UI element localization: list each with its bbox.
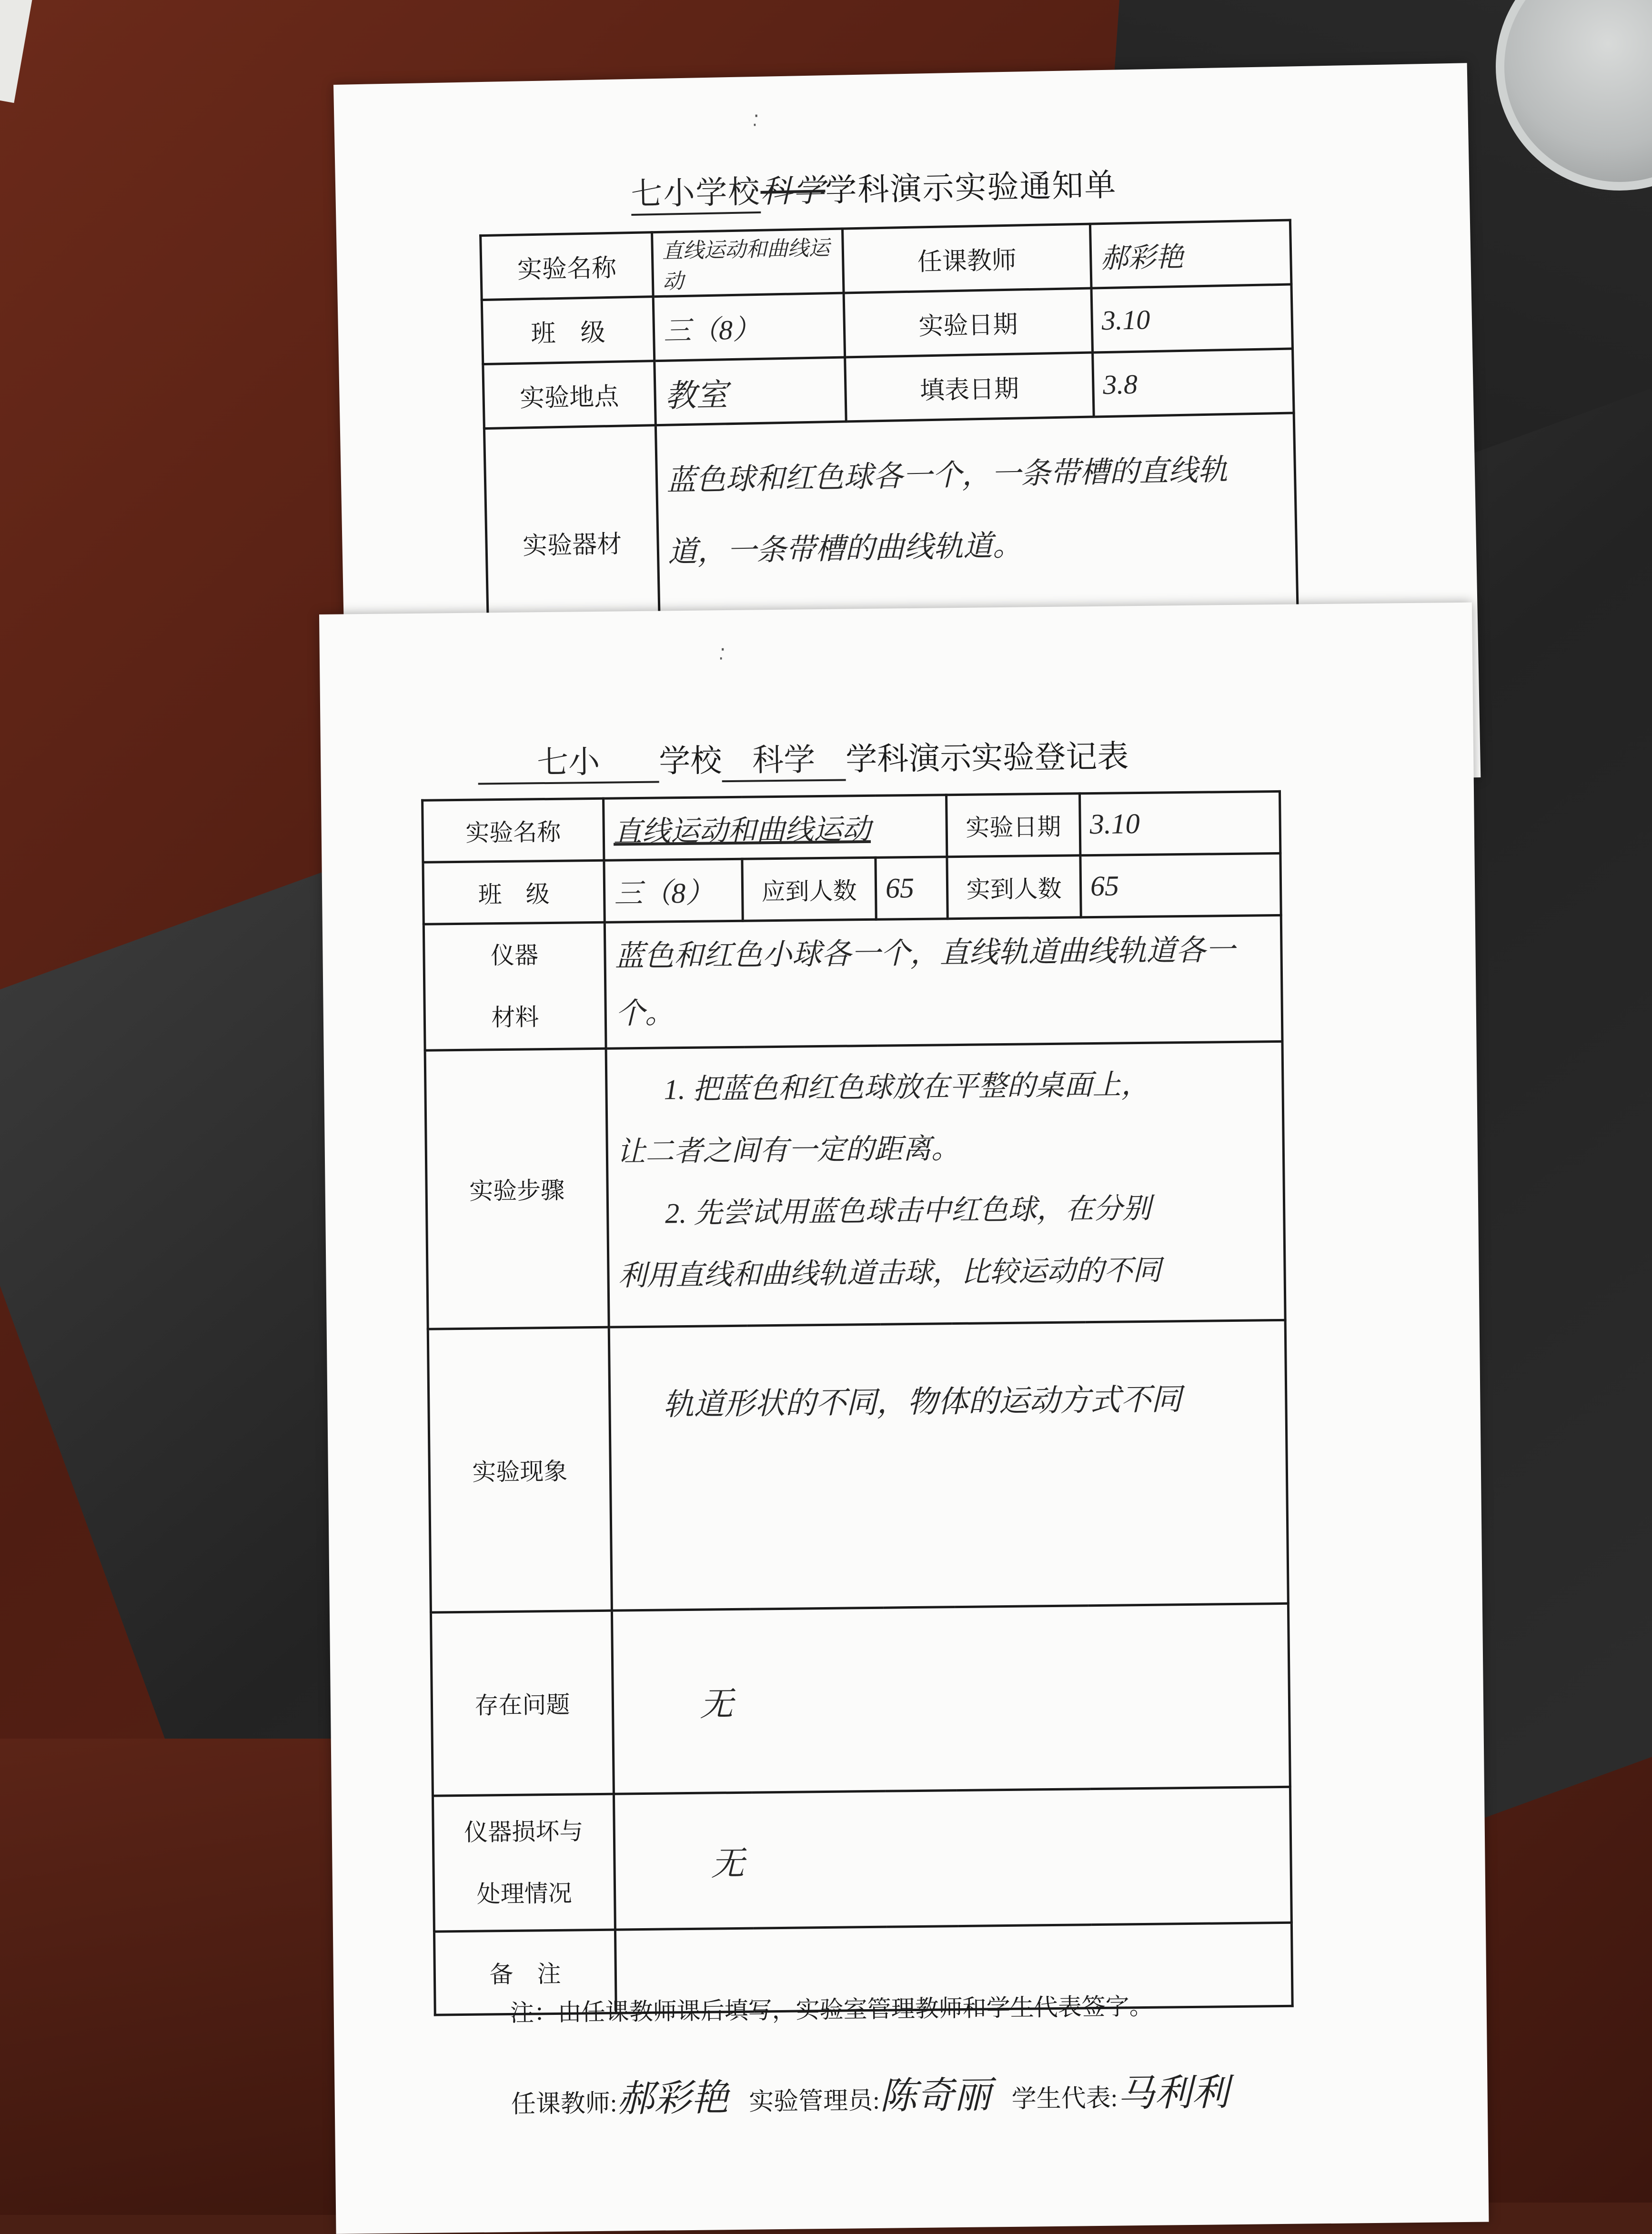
value-instruments: 蓝色和红色小球各一个，直线轨道曲线轨道各一个。 [604, 915, 1282, 1048]
value-sig-student: 马利利 [1117, 2071, 1229, 2115]
notice-table [479, 219, 1299, 661]
label-problems: 存在问题 [431, 1610, 614, 1796]
value-teacher: 郝彩艳 [1090, 220, 1291, 288]
label-sig-lab-admin: 实验管理员: [748, 2087, 880, 2116]
notice-subject: 科学 [760, 172, 826, 210]
value-class: 三（8） [653, 293, 845, 361]
label-class: 班 级 [423, 860, 604, 924]
steps-line-2: 让二者之间有一定的距离。 [616, 1132, 960, 1168]
label-fill-date: 填表日期 [845, 352, 1094, 422]
label-experiment-date: 实验日期 [947, 794, 1080, 857]
desk-corner [0, 1739, 381, 2215]
label-damage [433, 1794, 615, 1932]
label-instruments [423, 922, 606, 1050]
label-damage-line1: 仪器损坏与 [463, 1818, 584, 1846]
steps-line-3: 2. 先尝试用蓝色球击中红色球，在分别 [665, 1192, 1151, 1229]
label-experiment-date: 实验日期 [844, 288, 1092, 357]
label-location: 实验地点 [483, 361, 656, 429]
label-experiment-name: 实验名称 [423, 798, 604, 862]
value-experiment-date: 3.10 [1091, 284, 1293, 352]
steps-line-1: 1. 把蓝色和红色球放在平整的桌面上， [664, 1068, 1150, 1106]
register-subject: 科学 [722, 734, 846, 782]
value-problems: 无 [612, 1603, 1290, 1794]
label-steps: 实验步骤 [425, 1048, 609, 1329]
register-sheet [319, 603, 1489, 2234]
notice-title [630, 159, 1117, 216]
signature-line [511, 2063, 1243, 2123]
label-instruments-line1: 仪器 [490, 942, 539, 969]
value-experiment-name: 直线运动和曲线运动 [604, 795, 947, 861]
value-damage: 无 [614, 1787, 1291, 1930]
label-sig-student: 学生代表: [1011, 2084, 1118, 2113]
label-teacher: 任课教师 [842, 224, 1091, 293]
footnote: 注：由任课教师课后填写，实验室管理教师和学生代表签字。 [510, 1992, 1153, 2026]
label-expected-count: 应到人数 [742, 857, 876, 921]
label-sig-teacher: 任课教师: [511, 2090, 617, 2118]
paper-speck: ·̣ [753, 105, 760, 128]
value-experiment-name: 直线运动和曲线运动 [652, 229, 844, 297]
value-experiment-date: 3.10 [1080, 791, 1280, 855]
label-class: 班 级 [482, 297, 655, 364]
value-location: 教室 [655, 357, 846, 425]
value-phenomenon: 轨道形状的不同，物体的运动方式不同 [609, 1320, 1288, 1610]
register-table [421, 790, 1294, 2016]
notice-school: 七小学校 [630, 166, 761, 216]
value-sig-lab-admin: 陈奇丽 [879, 2073, 992, 2118]
label-damage-line2: 处理情况 [476, 1880, 572, 1908]
notice-title-suffix: 学科演示实验通知单 [825, 168, 1118, 209]
register-school: 七小 [478, 736, 659, 785]
label-experiment-name: 实验名称 [481, 232, 654, 300]
label-equipment: 实验器材 [484, 425, 660, 660]
label-remarks: 备 注 [434, 1930, 616, 2015]
register-title-suffix: 学科演示实验登记表 [845, 739, 1129, 777]
label-actual-count: 实到人数 [947, 855, 1081, 919]
value-sig-teacher: 郝彩艳 [616, 2076, 729, 2121]
value-class: 三（8） [604, 859, 743, 922]
value-expected-count: 65 [876, 857, 947, 920]
value-fill-date: 3.8 [1093, 349, 1294, 417]
register-title-mid: 学校 [658, 744, 722, 779]
value-equipment: 蓝色球和红色球各一个，一条带槽的直线轨道，一条带槽的曲线轨道。 [655, 413, 1298, 656]
label-phenomenon: 实验现象 [428, 1327, 612, 1612]
paper-speck: ·̣ [719, 639, 726, 661]
label-instruments-line2: 材料 [491, 1004, 539, 1031]
value-actual-count: 65 [1080, 853, 1281, 917]
value-steps [606, 1041, 1285, 1327]
register-title [478, 731, 1129, 785]
steps-line-4: 利用直线和曲线轨道击球，比较运动的不同 [618, 1254, 1161, 1292]
